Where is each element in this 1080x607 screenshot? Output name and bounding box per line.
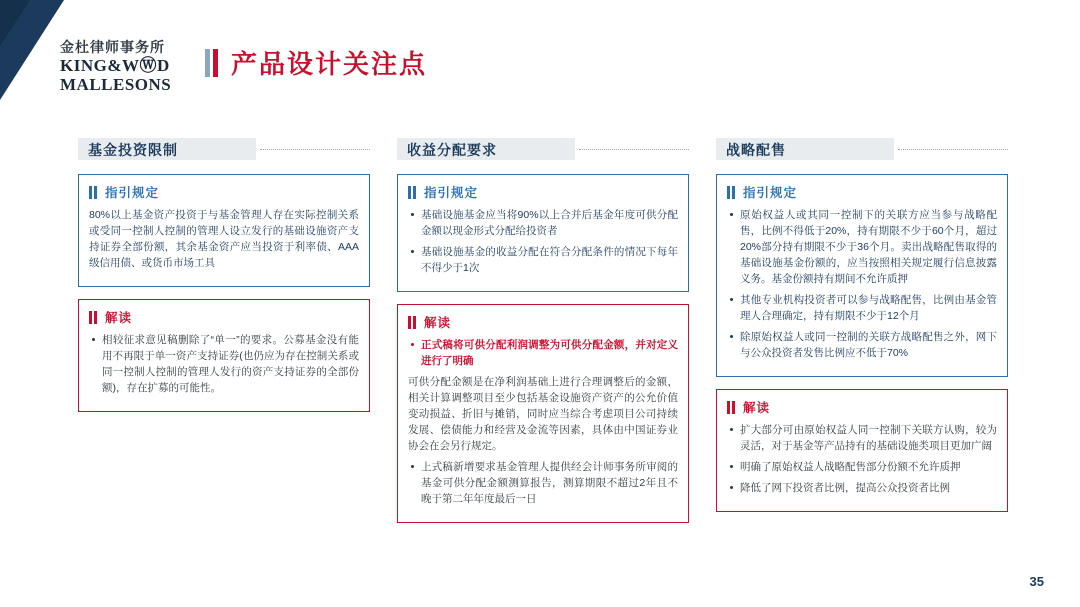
card-label: 指引规定 bbox=[105, 186, 160, 200]
page-title: 产品设计关注点 bbox=[231, 50, 428, 79]
page-number: 35 bbox=[1029, 574, 1044, 589]
card-label: 解读 bbox=[743, 401, 771, 415]
card-label: 解读 bbox=[424, 316, 452, 330]
card-header bbox=[727, 398, 997, 416]
logo-english-name-line1: KING&WⓌD bbox=[60, 56, 170, 75]
card-accent-bars-icon bbox=[408, 186, 418, 199]
logo-english-name-line2: MALLESONS bbox=[60, 75, 172, 94]
column-heading-dotted-rule bbox=[898, 149, 1008, 150]
column-heading-text: 基金投资限制 bbox=[88, 142, 178, 158]
card-guideline-provision bbox=[397, 174, 689, 292]
list-item: 降低了网下投资者比例，提高公众投资者比例 bbox=[740, 480, 997, 496]
card-header bbox=[408, 313, 678, 331]
card-accent-bars-icon bbox=[89, 186, 99, 199]
page-title-row bbox=[205, 44, 427, 81]
list-item: 扩大部分可由原始权益人同一控制下关联方认购，较为灵活，对于基金等产品持有的基础设施类项目更加广阔 bbox=[740, 424, 997, 452]
card-bullet-list-secondary bbox=[408, 459, 678, 507]
card-bullet-list bbox=[89, 332, 359, 396]
list-item: 明确了原始权益人战略配售部分份额不允许质押 bbox=[740, 459, 997, 475]
column-strategic-placement bbox=[716, 138, 1008, 535]
card-accent-bars-icon bbox=[727, 186, 737, 199]
column-heading-text: 战略配售 bbox=[726, 142, 786, 158]
card-bullet-list bbox=[408, 337, 678, 369]
list-item: 上式稿新增要求基金管理人提供经会计师事务所审阅的基金可供分配金额测算报告，测算期限不超过2年且不晚于第二年年度最后一日 bbox=[421, 461, 678, 505]
list-item: 基础设施基金应当将90%以上合并后基金年度可供分配金额以现金形式分配给投资者 bbox=[421, 209, 678, 237]
list-item: 正式稿将可供分配利润调整为可供分配金额，并对定义进行了明确 bbox=[421, 339, 678, 367]
card-interpretation bbox=[78, 299, 370, 412]
card-bullet-list bbox=[727, 422, 997, 496]
card-paragraph: 可供分配金额是在净利润基础上进行合理调整后的金额，相关计算调整项目至少包括基金设施资产资产的公允价值变动损益、折旧与摊销，同时应当综合考虑项目公司持续发展、偿债能力和经营及金流等因素，具体由中国证券业协会在会另行规定。 bbox=[408, 376, 678, 452]
card-label: 解读 bbox=[105, 311, 133, 325]
column-heading-text: 收益分配要求 bbox=[407, 142, 497, 158]
card-label: 指引规定 bbox=[743, 186, 798, 200]
card-interpretation bbox=[397, 304, 689, 523]
column-heading bbox=[716, 138, 1008, 160]
corner-triangle-decoration bbox=[0, 0, 64, 100]
list-item: 相较征求意见稿删除了“单一”的要求。公募基金没有能用不再限于单一资产支持证券(也仍应为存在控制关系或同一控制人控制的管理人发行的资产支持证券的全部份额)，存在扩募的可能性。 bbox=[102, 334, 359, 394]
card-header bbox=[727, 183, 997, 201]
column-heading-dotted-rule bbox=[260, 149, 370, 150]
column-heading bbox=[78, 138, 370, 160]
column-fund-investment-limits bbox=[78, 138, 370, 535]
card-header bbox=[89, 183, 359, 201]
list-item: 其他专业机构投资者可以参与战略配售，比例由基金管理人合理确定，持有期限不少于12个月 bbox=[740, 294, 997, 322]
logo-chinese-name: 金杜律师事务所 bbox=[60, 39, 165, 55]
card-accent-bars-icon bbox=[408, 316, 418, 329]
card-header bbox=[408, 183, 678, 201]
card-interpretation bbox=[716, 389, 1008, 512]
footer-rule bbox=[0, 603, 1080, 607]
card-guideline-provision bbox=[716, 174, 1008, 377]
card-accent-bars-icon bbox=[727, 401, 737, 414]
card-bullet-list bbox=[408, 207, 678, 276]
column-heading bbox=[397, 138, 689, 160]
list-item: 原始权益人或其同一控制下的关联方应当参与战略配售，比例不得低于20%，持有期限不少于60个月，超过20%部分持有期限不少于36个月。卖出战略配售取得的基础设施基金份额的，应当按照相关规定履行信息披露义务。基金份额持有期间不允许质押 bbox=[740, 209, 997, 285]
card-guideline-provision bbox=[78, 174, 370, 287]
column-income-distribution bbox=[397, 138, 689, 535]
card-paragraph: 80%以上基金资产投资于与基金管理人存在实际控制关系或受同一控制人控制的管理人设立发行的基础设施资产支持证券全部份额，其余基金资产应当投资于利率债、AAA级信用债、或货币市场工具 bbox=[89, 209, 359, 269]
logo bbox=[60, 38, 220, 94]
card-bullet-list bbox=[727, 207, 997, 361]
card-accent-bars-icon bbox=[89, 311, 99, 324]
column-heading-dotted-rule bbox=[579, 149, 689, 150]
title-accent-bars-icon bbox=[205, 49, 221, 77]
card-label: 指引规定 bbox=[424, 186, 479, 200]
list-item: 基础设施基金的收益分配在符合分配条件的情况下每年不得少于1次 bbox=[421, 246, 678, 274]
list-item: 除原始权益人或同一控制的关联方战略配售之外，网下与公众投资者发售比例应不低于70% bbox=[740, 331, 997, 359]
content-columns bbox=[78, 138, 1008, 535]
card-header bbox=[89, 308, 359, 326]
